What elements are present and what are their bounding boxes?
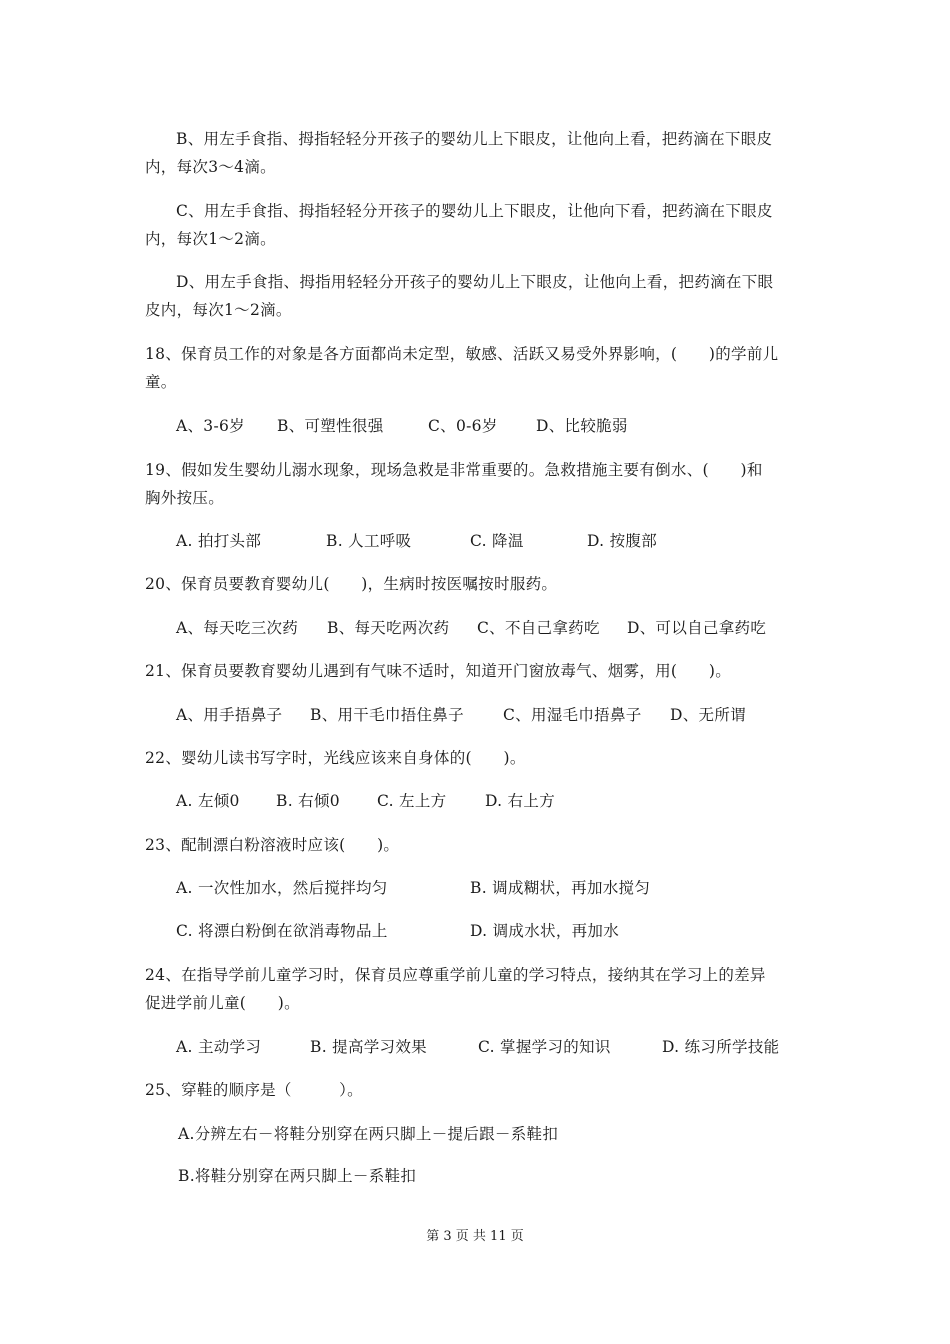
q17-option-b-line2: 内，每次3～4滴。: [145, 158, 276, 176]
q24-option-c: C. 掌握学习的知识: [478, 1038, 611, 1056]
q18-stem-line1: 18、保育员工作的对象是各方面都尚未定型，敏感、活跃又易受外界影响，( )的学前儿: [145, 345, 779, 363]
q20-option-b: B、每天吃两次药: [327, 619, 450, 637]
q24-option-a: A. 主动学习: [176, 1038, 262, 1056]
page-footer: 第 3 页 共 11 页: [426, 1229, 524, 1244]
q20-stem: 20、保育员要教育婴幼儿( )，生病时按医嘱按时服药。: [145, 575, 558, 593]
q17-option-c-line1: C、用左手食指、拇指轻轻分开孩子的婴幼儿上下眼皮，让他向下看，把药滴在下眼皮: [176, 202, 773, 220]
q18-option-a: A、3-6岁: [176, 417, 245, 435]
q20-option-c: C、不自己拿药吃: [477, 619, 600, 637]
q17-option-d-line2: 皮内，每次1～2滴。: [145, 301, 292, 319]
q23-option-a: A. 一次性加水，然后搅拌均匀: [176, 879, 388, 897]
q23-option-b: B. 调成糊状，再加水搅匀: [470, 879, 651, 897]
q21-option-b: B、用干毛巾捂住鼻子: [310, 706, 464, 724]
q22-option-b: B. 右倾0: [276, 792, 340, 810]
q20-option-a: A、每天吃三次药: [176, 619, 299, 637]
q17-option-b-line1: B、用左手食指、拇指轻轻分开孩子的婴幼儿上下眼皮，让他向上看，把药滴在下眼皮: [176, 130, 773, 148]
q23-option-c: C. 将漂白粉倒在欲消毒物品上: [176, 922, 388, 940]
q21-option-a: A、用手捂鼻子: [176, 706, 283, 724]
q23-option-d: D. 调成水状，再加水: [470, 922, 620, 940]
q22-option-a: A. 左倾0: [176, 792, 240, 810]
q25-option-b: B.将鞋分别穿在两只脚上－系鞋扣: [178, 1167, 417, 1185]
q21-option-d: D、无所谓: [670, 706, 746, 724]
q17-option-c-line2: 内，每次1～2滴。: [145, 230, 276, 248]
q18-stem-line2: 童。: [145, 373, 177, 391]
q22-option-c: C. 左上方: [377, 792, 447, 810]
q22-stem: 22、婴幼儿读书写字时，光线应该来自身体的( )。: [145, 749, 526, 767]
q25-stem: 25、穿鞋的顺序是（ ）。: [145, 1081, 363, 1099]
q24-stem-line1: 24、在指导学前儿童学习时，保育员应尊重学前儿童的学习特点，接纳其在学习上的差异: [145, 966, 766, 984]
q19-stem-line1: 19、假如发生婴幼儿溺水现象，现场急救是非常重要的。急救措施主要有倒水、( )和: [145, 461, 763, 479]
q19-option-b: B. 人工呼吸: [326, 532, 412, 550]
q18-option-c: C、0-6岁: [428, 417, 498, 435]
q17-option-d-line1: D、用左手食指、拇指用轻轻分开孩子的婴幼儿上下眼皮，让他向上看，把药滴在下眼: [176, 273, 774, 291]
q23-stem: 23、配制漂白粉溶液时应该( )。: [145, 836, 400, 854]
q18-option-d: D、比较脆弱: [536, 417, 628, 435]
q24-option-d: D. 练习所学技能: [662, 1038, 780, 1056]
q19-option-c: C. 降温: [470, 532, 524, 550]
q21-option-c: C、用湿毛巾捂鼻子: [503, 706, 642, 724]
q25-option-a: A.分辨左右－将鞋分别穿在两只脚上－提后跟－系鞋扣: [178, 1125, 559, 1143]
q24-stem-line2: 促进学前儿童( )。: [145, 994, 300, 1012]
q24-option-b: B. 提高学习效果: [310, 1038, 427, 1056]
q20-option-d: D、可以自己拿药吃: [627, 619, 767, 637]
q22-option-d: D. 右上方: [485, 792, 556, 810]
q19-option-d: D. 按腹部: [587, 532, 658, 550]
q21-stem: 21、保育员要教育婴幼儿遇到有气味不适时，知道开门窗放毒气、烟雾，用( )。: [145, 662, 732, 680]
q19-option-a: A. 拍打头部: [176, 532, 262, 550]
q18-option-b: B、可塑性很强: [277, 417, 384, 435]
q19-stem-line2: 胸外按压。: [145, 489, 225, 507]
